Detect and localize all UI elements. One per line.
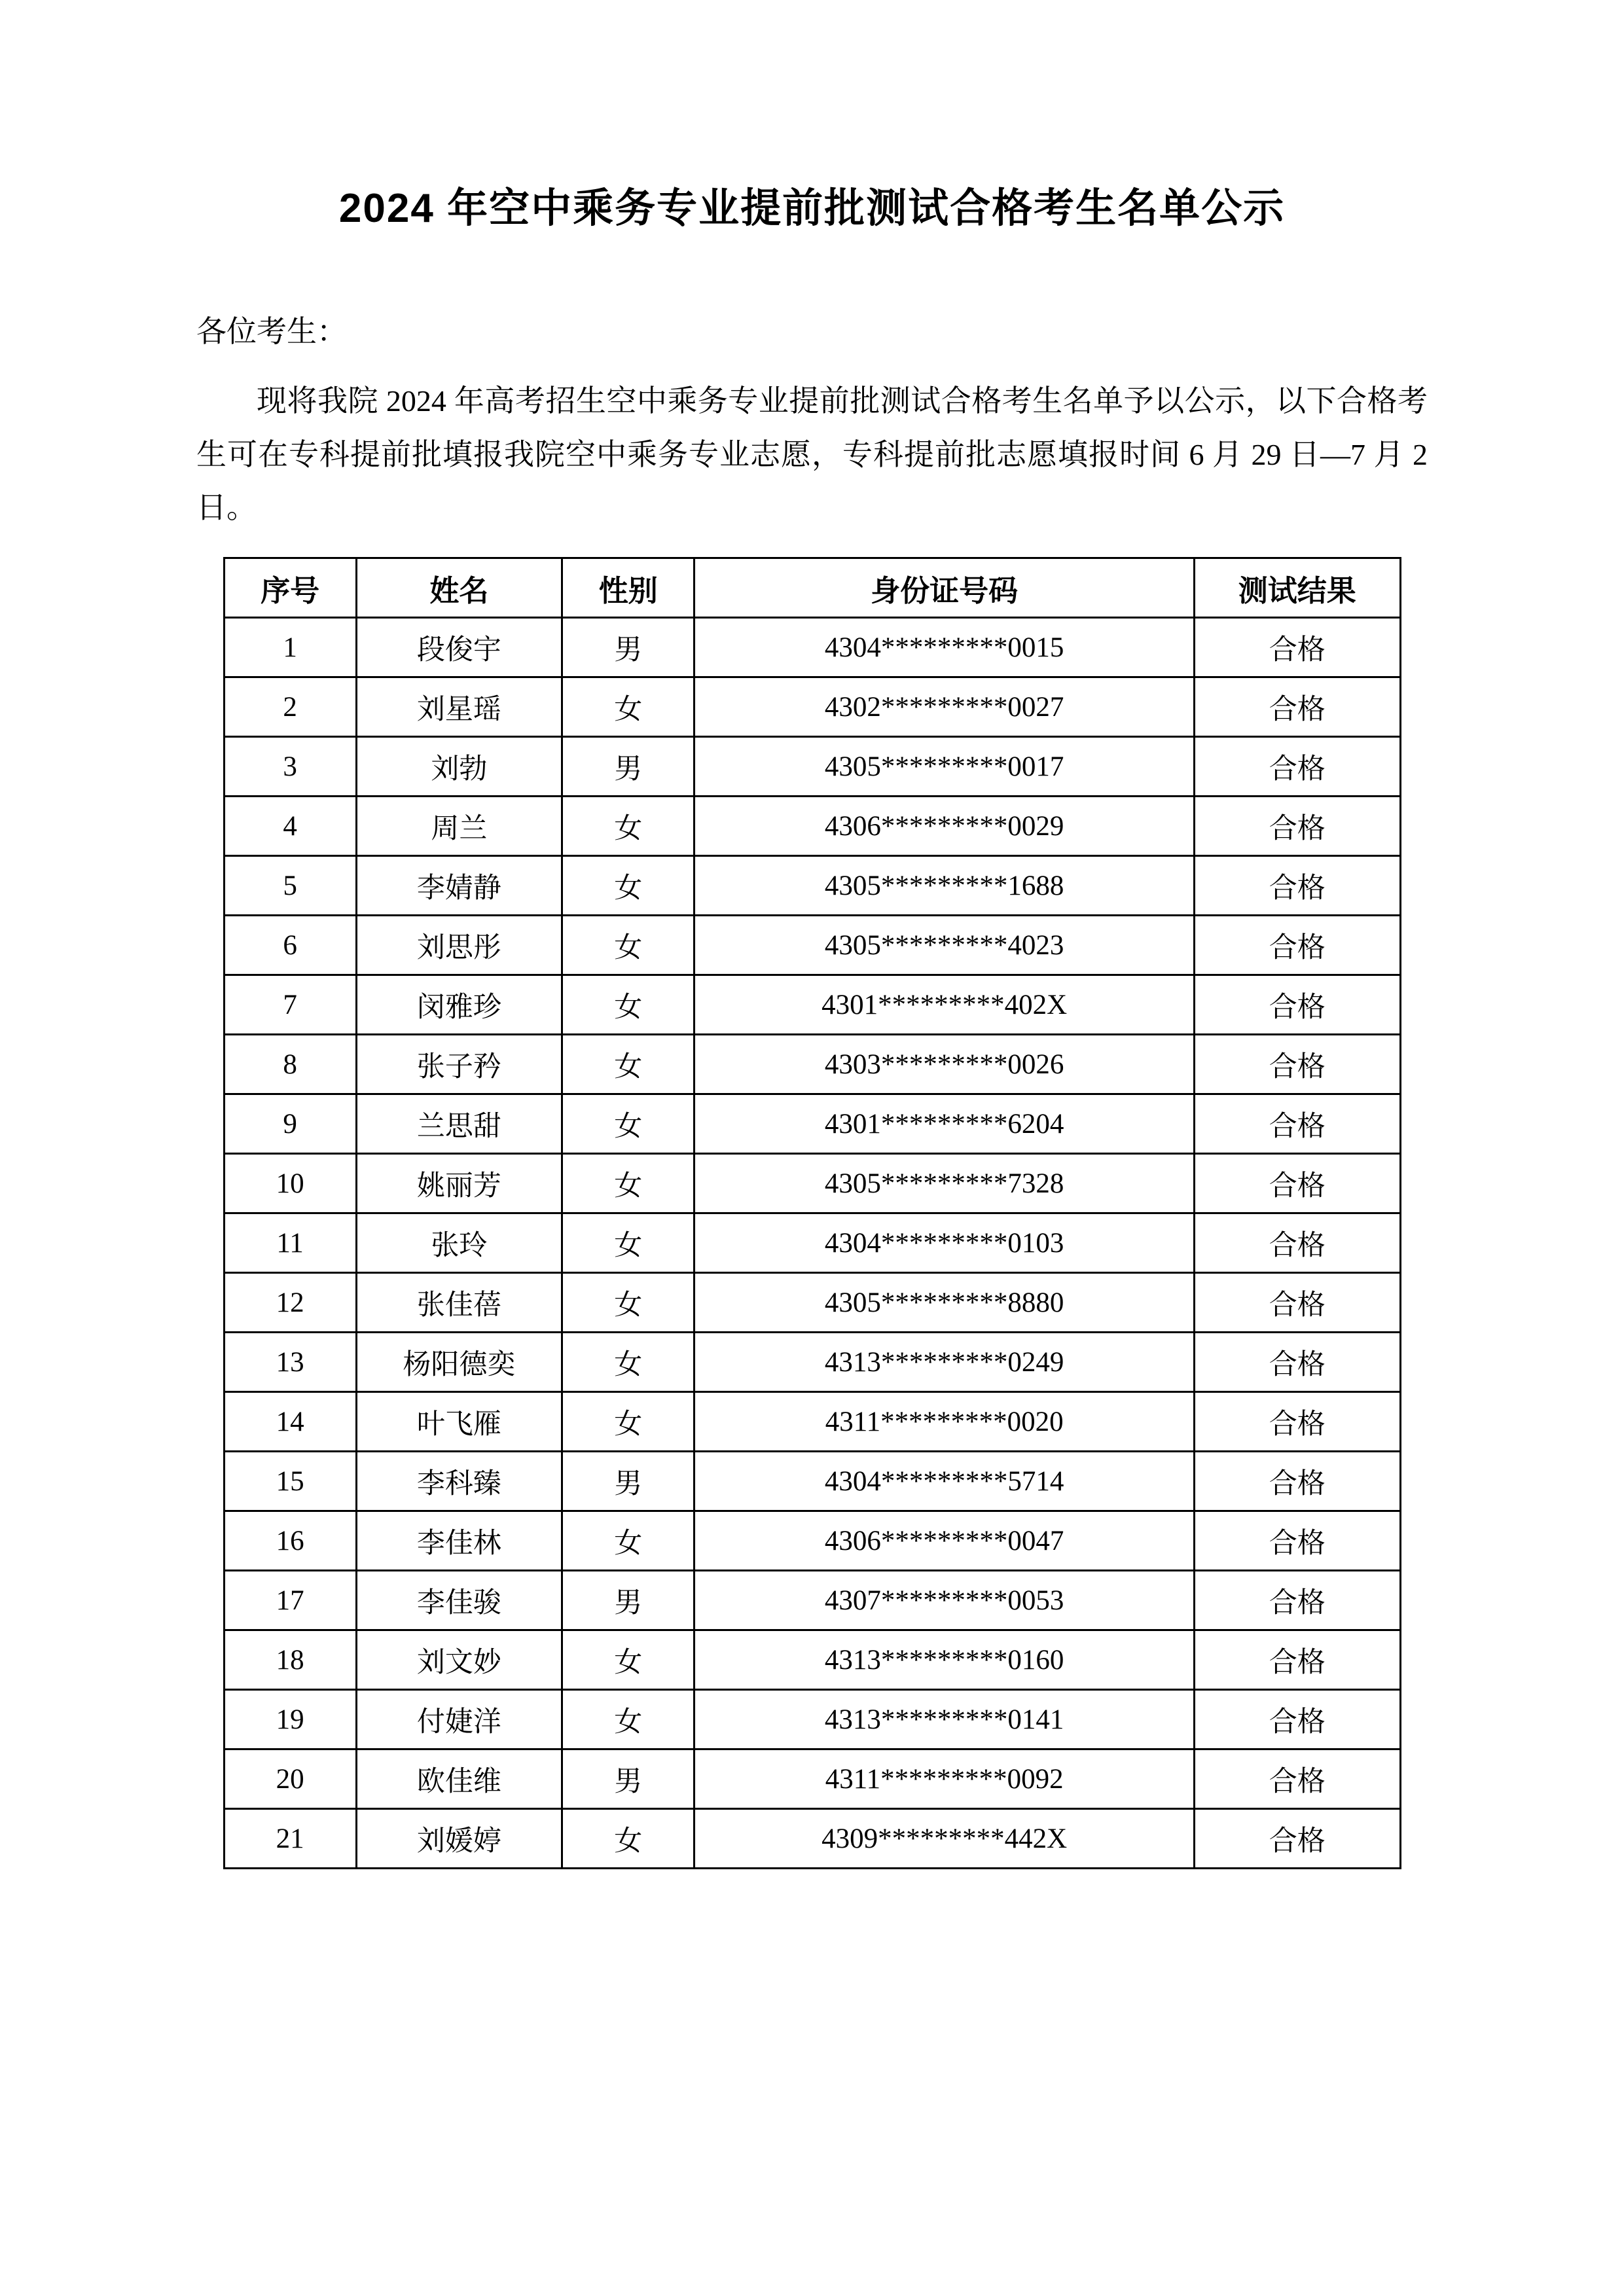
cell-result: 合格	[1195, 1213, 1401, 1273]
cell-sex: 女	[562, 1809, 695, 1869]
cell-index: 3	[224, 737, 356, 797]
cell-result: 合格	[1195, 737, 1401, 797]
cell-index: 18	[224, 1630, 356, 1690]
cell-id: 4313*********0141	[695, 1690, 1195, 1749]
cell-name: 刘星瑶	[356, 677, 562, 737]
table-row	[224, 856, 1400, 916]
cell-id: 4306*********0047	[695, 1511, 1195, 1571]
cell-sex: 女	[562, 1333, 695, 1392]
cell-index: 13	[224, 1333, 356, 1392]
cell-name: 段俊宇	[356, 618, 562, 677]
cell-name: 李佳林	[356, 1511, 562, 1571]
table-body	[224, 618, 1400, 1869]
page-title: 2024 年空中乘务专业提前批测试合格考生名单公示	[338, 186, 1286, 231]
cell-sex: 女	[562, 677, 695, 737]
cell-index: 21	[224, 1809, 356, 1869]
cell-sex: 女	[562, 797, 695, 856]
cell-result: 合格	[1195, 1154, 1401, 1213]
cell-sex: 女	[562, 1630, 695, 1690]
cell-result: 合格	[1195, 1452, 1401, 1511]
table-row	[224, 1213, 1400, 1273]
cell-id: 4303*********0026	[695, 1035, 1195, 1094]
cell-id: 4305*********1688	[695, 856, 1195, 916]
cell-name: 周兰	[356, 797, 562, 856]
cell-id: 4307*********0053	[695, 1571, 1195, 1630]
cell-index: 19	[224, 1690, 356, 1749]
cell-result: 合格	[1195, 975, 1401, 1035]
cell-sex: 男	[562, 1571, 695, 1630]
cell-id: 4304*********5714	[695, 1452, 1195, 1511]
table-row	[224, 618, 1400, 677]
cell-id: 4305*********8880	[695, 1273, 1195, 1333]
table-row	[224, 1571, 1400, 1630]
table-row	[224, 916, 1400, 975]
column-header-result: 测试结果	[1195, 558, 1401, 618]
cell-index: 9	[224, 1094, 356, 1154]
table-row	[224, 1511, 1400, 1571]
cell-id: 4313*********0249	[695, 1333, 1195, 1392]
cell-sex: 女	[562, 1392, 695, 1452]
cell-name: 李佳骏	[356, 1571, 562, 1630]
cell-result: 合格	[1195, 797, 1401, 856]
cell-index: 20	[224, 1749, 356, 1809]
cell-name: 刘思彤	[356, 916, 562, 975]
cell-result: 合格	[1195, 1035, 1401, 1094]
cell-index: 10	[224, 1154, 356, 1213]
cell-result: 合格	[1195, 1094, 1401, 1154]
table-row	[224, 1392, 1400, 1452]
table-row	[224, 737, 1400, 797]
cell-id: 4306*********0029	[695, 797, 1195, 856]
cell-sex: 女	[562, 1035, 695, 1094]
cell-index: 11	[224, 1213, 356, 1273]
candidate-roster-table	[223, 557, 1401, 1869]
cell-id: 4305*********7328	[695, 1154, 1195, 1213]
cell-sex: 女	[562, 975, 695, 1035]
column-header-sex: 性别	[562, 558, 695, 618]
cell-result: 合格	[1195, 1749, 1401, 1809]
cell-result: 合格	[1195, 1809, 1401, 1869]
cell-id: 4313*********0160	[695, 1630, 1195, 1690]
cell-name: 刘文妙	[356, 1630, 562, 1690]
table-row	[224, 797, 1400, 856]
table-row	[224, 1630, 1400, 1690]
body-paragraph: 现将我院 2024 年高考招生空中乘务专业提前批测试合格考生名单予以公示，以下合格考生可在专科提前批填报我院空中乘务专业志愿，专科提前批志愿填报时间 6 月 29 日—7 月 2 日。	[196, 384, 1428, 525]
cell-id: 4305*********0017	[695, 737, 1195, 797]
table-row	[224, 1154, 1400, 1213]
table-row	[224, 1273, 1400, 1333]
cell-sex: 女	[562, 1690, 695, 1749]
cell-name: 张玲	[356, 1213, 562, 1273]
cell-sex: 男	[562, 618, 695, 677]
table-row	[224, 677, 1400, 737]
cell-name: 李科臻	[356, 1452, 562, 1511]
cell-sex: 男	[562, 1452, 695, 1511]
cell-result: 合格	[1195, 916, 1401, 975]
table-row	[224, 1094, 1400, 1154]
cell-index: 15	[224, 1452, 356, 1511]
cell-sex: 女	[562, 1094, 695, 1154]
cell-id: 4301*********402X	[695, 975, 1195, 1035]
cell-name: 付婕洋	[356, 1690, 562, 1749]
cell-id: 4311*********0020	[695, 1392, 1195, 1452]
cell-sex: 女	[562, 1273, 695, 1333]
cell-name: 刘勃	[356, 737, 562, 797]
cell-sex: 男	[562, 1749, 695, 1809]
salutation-text: 各位考生：	[196, 314, 347, 348]
cell-id: 4304*********0015	[695, 618, 1195, 677]
cell-index: 6	[224, 916, 356, 975]
cell-index: 1	[224, 618, 356, 677]
cell-index: 17	[224, 1571, 356, 1630]
table-row	[224, 1035, 1400, 1094]
cell-result: 合格	[1195, 1630, 1401, 1690]
column-header-id: 身份证号码	[695, 558, 1195, 618]
cell-sex: 女	[562, 916, 695, 975]
cell-index: 2	[224, 677, 356, 737]
cell-sex: 女	[562, 1154, 695, 1213]
cell-id: 4302*********0027	[695, 677, 1195, 737]
cell-result: 合格	[1195, 1690, 1401, 1749]
cell-result: 合格	[1195, 618, 1401, 677]
cell-index: 14	[224, 1392, 356, 1452]
cell-sex: 女	[562, 856, 695, 916]
cell-index: 5	[224, 856, 356, 916]
cell-sex: 女	[562, 1213, 695, 1273]
cell-name: 姚丽芳	[356, 1154, 562, 1213]
table-header-row	[224, 558, 1400, 618]
column-header-name: 姓名	[356, 558, 562, 618]
table-row	[224, 1333, 1400, 1392]
cell-index: 16	[224, 1511, 356, 1571]
cell-name: 李婧静	[356, 856, 562, 916]
cell-name: 叶飞雁	[356, 1392, 562, 1452]
cell-id: 4311*********0092	[695, 1749, 1195, 1809]
cell-name: 刘媛婷	[356, 1809, 562, 1869]
column-header-index: 序号	[224, 558, 356, 618]
table-row	[224, 1452, 1400, 1511]
cell-result: 合格	[1195, 1511, 1401, 1571]
cell-name: 欧佳维	[356, 1749, 562, 1809]
cell-name: 张子矜	[356, 1035, 562, 1094]
table-row	[224, 1749, 1400, 1809]
cell-name: 闵雅珍	[356, 975, 562, 1035]
cell-id: 4305*********4023	[695, 916, 1195, 975]
cell-index: 4	[224, 797, 356, 856]
cell-result: 合格	[1195, 677, 1401, 737]
cell-sex: 男	[562, 737, 695, 797]
cell-index: 12	[224, 1273, 356, 1333]
table-row	[224, 1690, 1400, 1749]
cell-id: 4309*********442X	[695, 1809, 1195, 1869]
table-row	[224, 1809, 1400, 1869]
cell-id: 4301*********6204	[695, 1094, 1195, 1154]
cell-result: 合格	[1195, 1333, 1401, 1392]
cell-index: 7	[224, 975, 356, 1035]
cell-name: 张佳蓓	[356, 1273, 562, 1333]
cell-id: 4304*********0103	[695, 1213, 1195, 1273]
cell-name: 杨阳德奕	[356, 1333, 562, 1392]
cell-sex: 女	[562, 1511, 695, 1571]
cell-result: 合格	[1195, 1392, 1401, 1452]
cell-result: 合格	[1195, 856, 1401, 916]
table-row	[224, 975, 1400, 1035]
cell-result: 合格	[1195, 1571, 1401, 1630]
cell-index: 8	[224, 1035, 356, 1094]
cell-result: 合格	[1195, 1273, 1401, 1333]
cell-name: 兰思甜	[356, 1094, 562, 1154]
